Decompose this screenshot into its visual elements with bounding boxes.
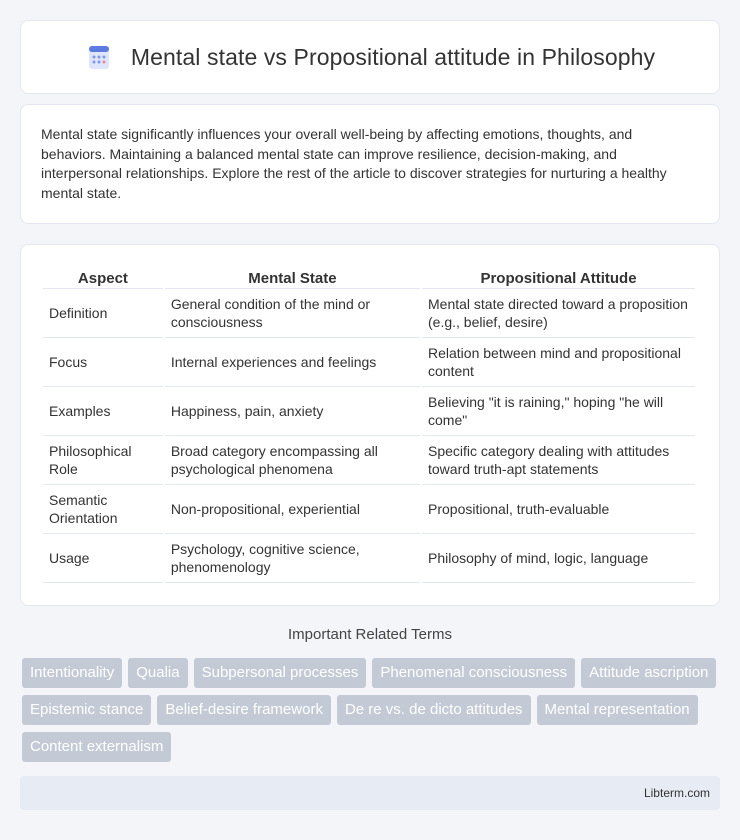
- table-cell: Specific category dealing with attitudes toward truth-apt statements: [422, 436, 695, 485]
- table-cell: Examples: [43, 387, 163, 436]
- table-row: [43, 485, 695, 534]
- related-terms-list: [22, 658, 722, 762]
- table-row: [43, 436, 695, 485]
- intro-card: [20, 104, 720, 224]
- table-cell: Semantic Orientation: [43, 485, 163, 534]
- header-mental-state: Mental State: [165, 265, 420, 289]
- comparison-table: [41, 265, 697, 583]
- related-term-tag[interactable]: De re vs. de dicto attitudes: [337, 695, 531, 725]
- table-header-row: [43, 265, 695, 289]
- footer-site-link[interactable]: Libterm.com: [643, 786, 710, 800]
- document-icon: [85, 43, 113, 71]
- table-cell: Happiness, pain, anxiety: [165, 387, 420, 436]
- table-cell: Philosophy of mind, logic, language: [422, 534, 695, 583]
- table-cell: Internal experiences and feelings: [165, 338, 420, 387]
- table-cell: Focus: [43, 338, 163, 387]
- table-cell: Relation between mind and propositional content: [422, 338, 695, 387]
- table-cell: Propositional, truth-evaluable: [422, 485, 695, 534]
- table-row: [43, 338, 695, 387]
- header-propositional-attitude: Propositional Attitude: [422, 265, 695, 289]
- table-cell: General condition of the mind or consciousness: [165, 289, 420, 338]
- related-term-tag[interactable]: Attitude ascription: [581, 658, 716, 688]
- related-term-tag[interactable]: Content externalism: [22, 732, 171, 762]
- intro-text: Mental state significantly influences your overall well-being by affecting emotions, thoughts, and behaviors. Maintaining a balanced mental state can improve resilience, decision-making, and interpersonal relationships. Explore the rest of the article to discover strategies for nurturing a healthy mental state.: [41, 126, 667, 201]
- comparison-table-card: [20, 244, 720, 606]
- related-term-tag[interactable]: Qualia: [128, 658, 187, 688]
- table-cell: Mental state directed toward a proposition (e.g., belief, desire): [422, 289, 695, 338]
- related-term-tag[interactable]: Epistemic stance: [22, 695, 151, 725]
- table-cell: Broad category encompassing all psychological phenomena: [165, 436, 420, 485]
- page-title: Mental state vs Propositional attitude in Philosophy: [130, 43, 656, 70]
- related-terms-title: Important Related Terms: [288, 626, 452, 643]
- related-term-tag[interactable]: Belief-desire framework: [157, 695, 331, 725]
- table-cell: Philosophical Role: [43, 436, 163, 485]
- related-term-tag[interactable]: Intentionality: [22, 658, 122, 688]
- table-cell: Non-propositional, experiential: [165, 485, 420, 534]
- related-term-tag[interactable]: Mental representation: [537, 695, 698, 725]
- footer: [20, 776, 720, 810]
- table-cell: Definition: [43, 289, 163, 338]
- header-aspect: Aspect: [43, 265, 163, 289]
- table-cell: Usage: [43, 534, 163, 583]
- related-term-tag[interactable]: Subpersonal processes: [194, 658, 367, 688]
- related-term-tag[interactable]: Phenomenal consciousness: [372, 658, 575, 688]
- table-row: [43, 534, 695, 583]
- table-cell: Believing "it is raining," hoping "he will come": [422, 387, 695, 436]
- table-cell: Psychology, cognitive science, phenomenology: [165, 534, 420, 583]
- title-card: [20, 20, 720, 94]
- table-row: [43, 387, 695, 436]
- table-row: [43, 289, 695, 338]
